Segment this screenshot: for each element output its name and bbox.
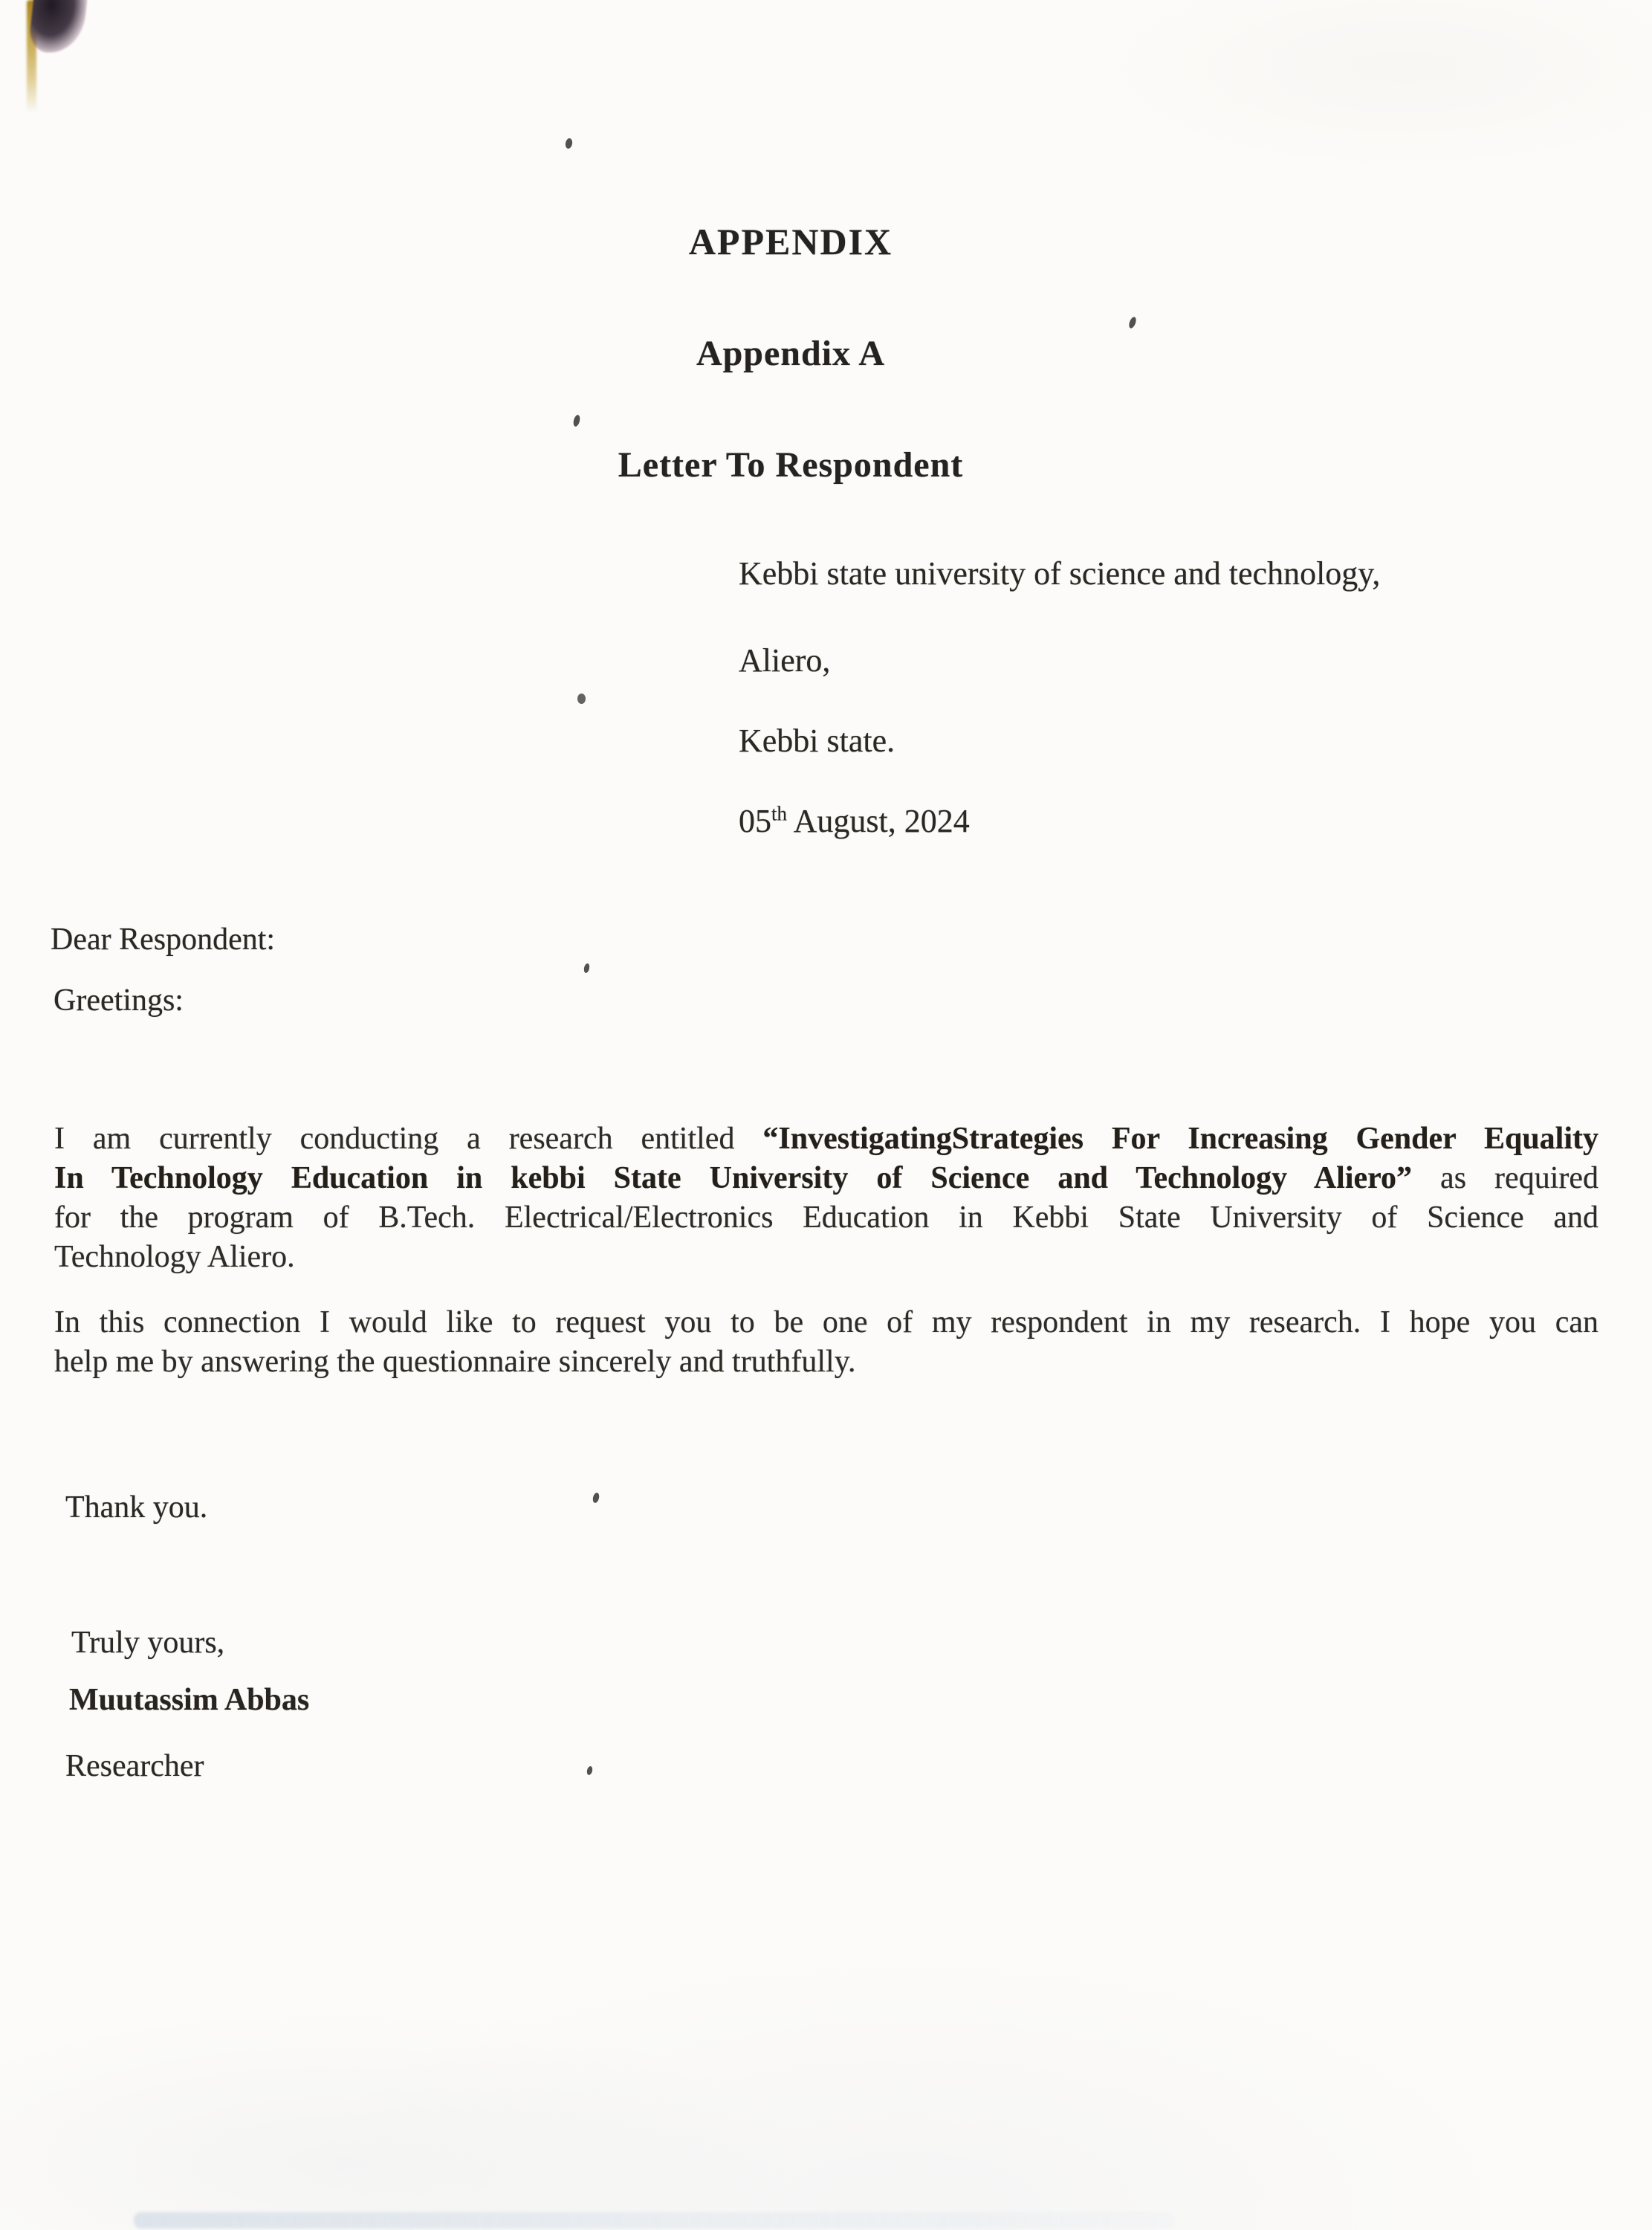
signature-name: Muutassim Abbas [69,1683,310,1717]
ink-speck [1128,316,1138,329]
signature-role: Researcher [65,1749,204,1783]
bold-text-segment: In Technology Education in kebbi State University of Science and Technology Aliero” [54,1161,1413,1195]
appendix-title: APPENDIX [688,221,893,262]
text-segment: In this connection I would like to request you to be one of my respondent in my research. I hope you can [54,1305,1598,1339]
ink-speck [572,414,581,427]
body-paragraph-request [54,1303,1598,1382]
text-segment: for the program of B.Tech. Electrical/Electronics Education in Kebbi State University of Science and [54,1200,1598,1235]
paragraph-line [54,1119,1598,1159]
paragraph-line [54,1342,1598,1382]
text-segment: as required [1412,1161,1598,1195]
page-corner-artifact [28,0,88,56]
scan-bottom-shadow [134,2212,1174,2229]
ink-speck [583,963,591,973]
address-state: Kebbi state. [739,723,895,759]
closing-thanks: Thank you. [65,1490,208,1525]
salutation: Dear Respondent: [51,922,276,957]
bold-text-segment: “InvestigatingStrategies For Increasing Gender Equality [762,1122,1599,1156]
letter-to-respondent-heading: Letter To Respondent [618,445,964,485]
ink-speck [586,1765,594,1775]
appendix-a-subtitle: Appendix A [696,334,886,373]
ink-speck [577,694,586,704]
text-segment: Technology Aliero. [54,1240,295,1274]
greeting: Greetings: [54,983,184,1018]
body-paragraph-research [54,1119,1598,1277]
date-rest: August, 2024 [787,803,970,839]
paragraph-line [54,1159,1598,1198]
ink-speck [592,1492,600,1504]
address-institution: Kebbi state university of science and technology, [739,555,1381,592]
closing-valediction: Truly yours, [71,1626,225,1660]
text-segment: help me by answering the questionnaire sincerely and truthfully. [54,1345,856,1379]
paragraph-line [54,1238,1598,1277]
text-segment: I am currently conducting a research entitled [54,1122,763,1156]
address-town: Aliero, [739,642,831,679]
date-ordinal: th [771,802,788,825]
paragraph-line [54,1198,1598,1238]
ink-speck [565,138,573,149]
letter-date [739,802,970,840]
paragraph-line [54,1303,1598,1342]
date-day: 05 [739,803,771,839]
